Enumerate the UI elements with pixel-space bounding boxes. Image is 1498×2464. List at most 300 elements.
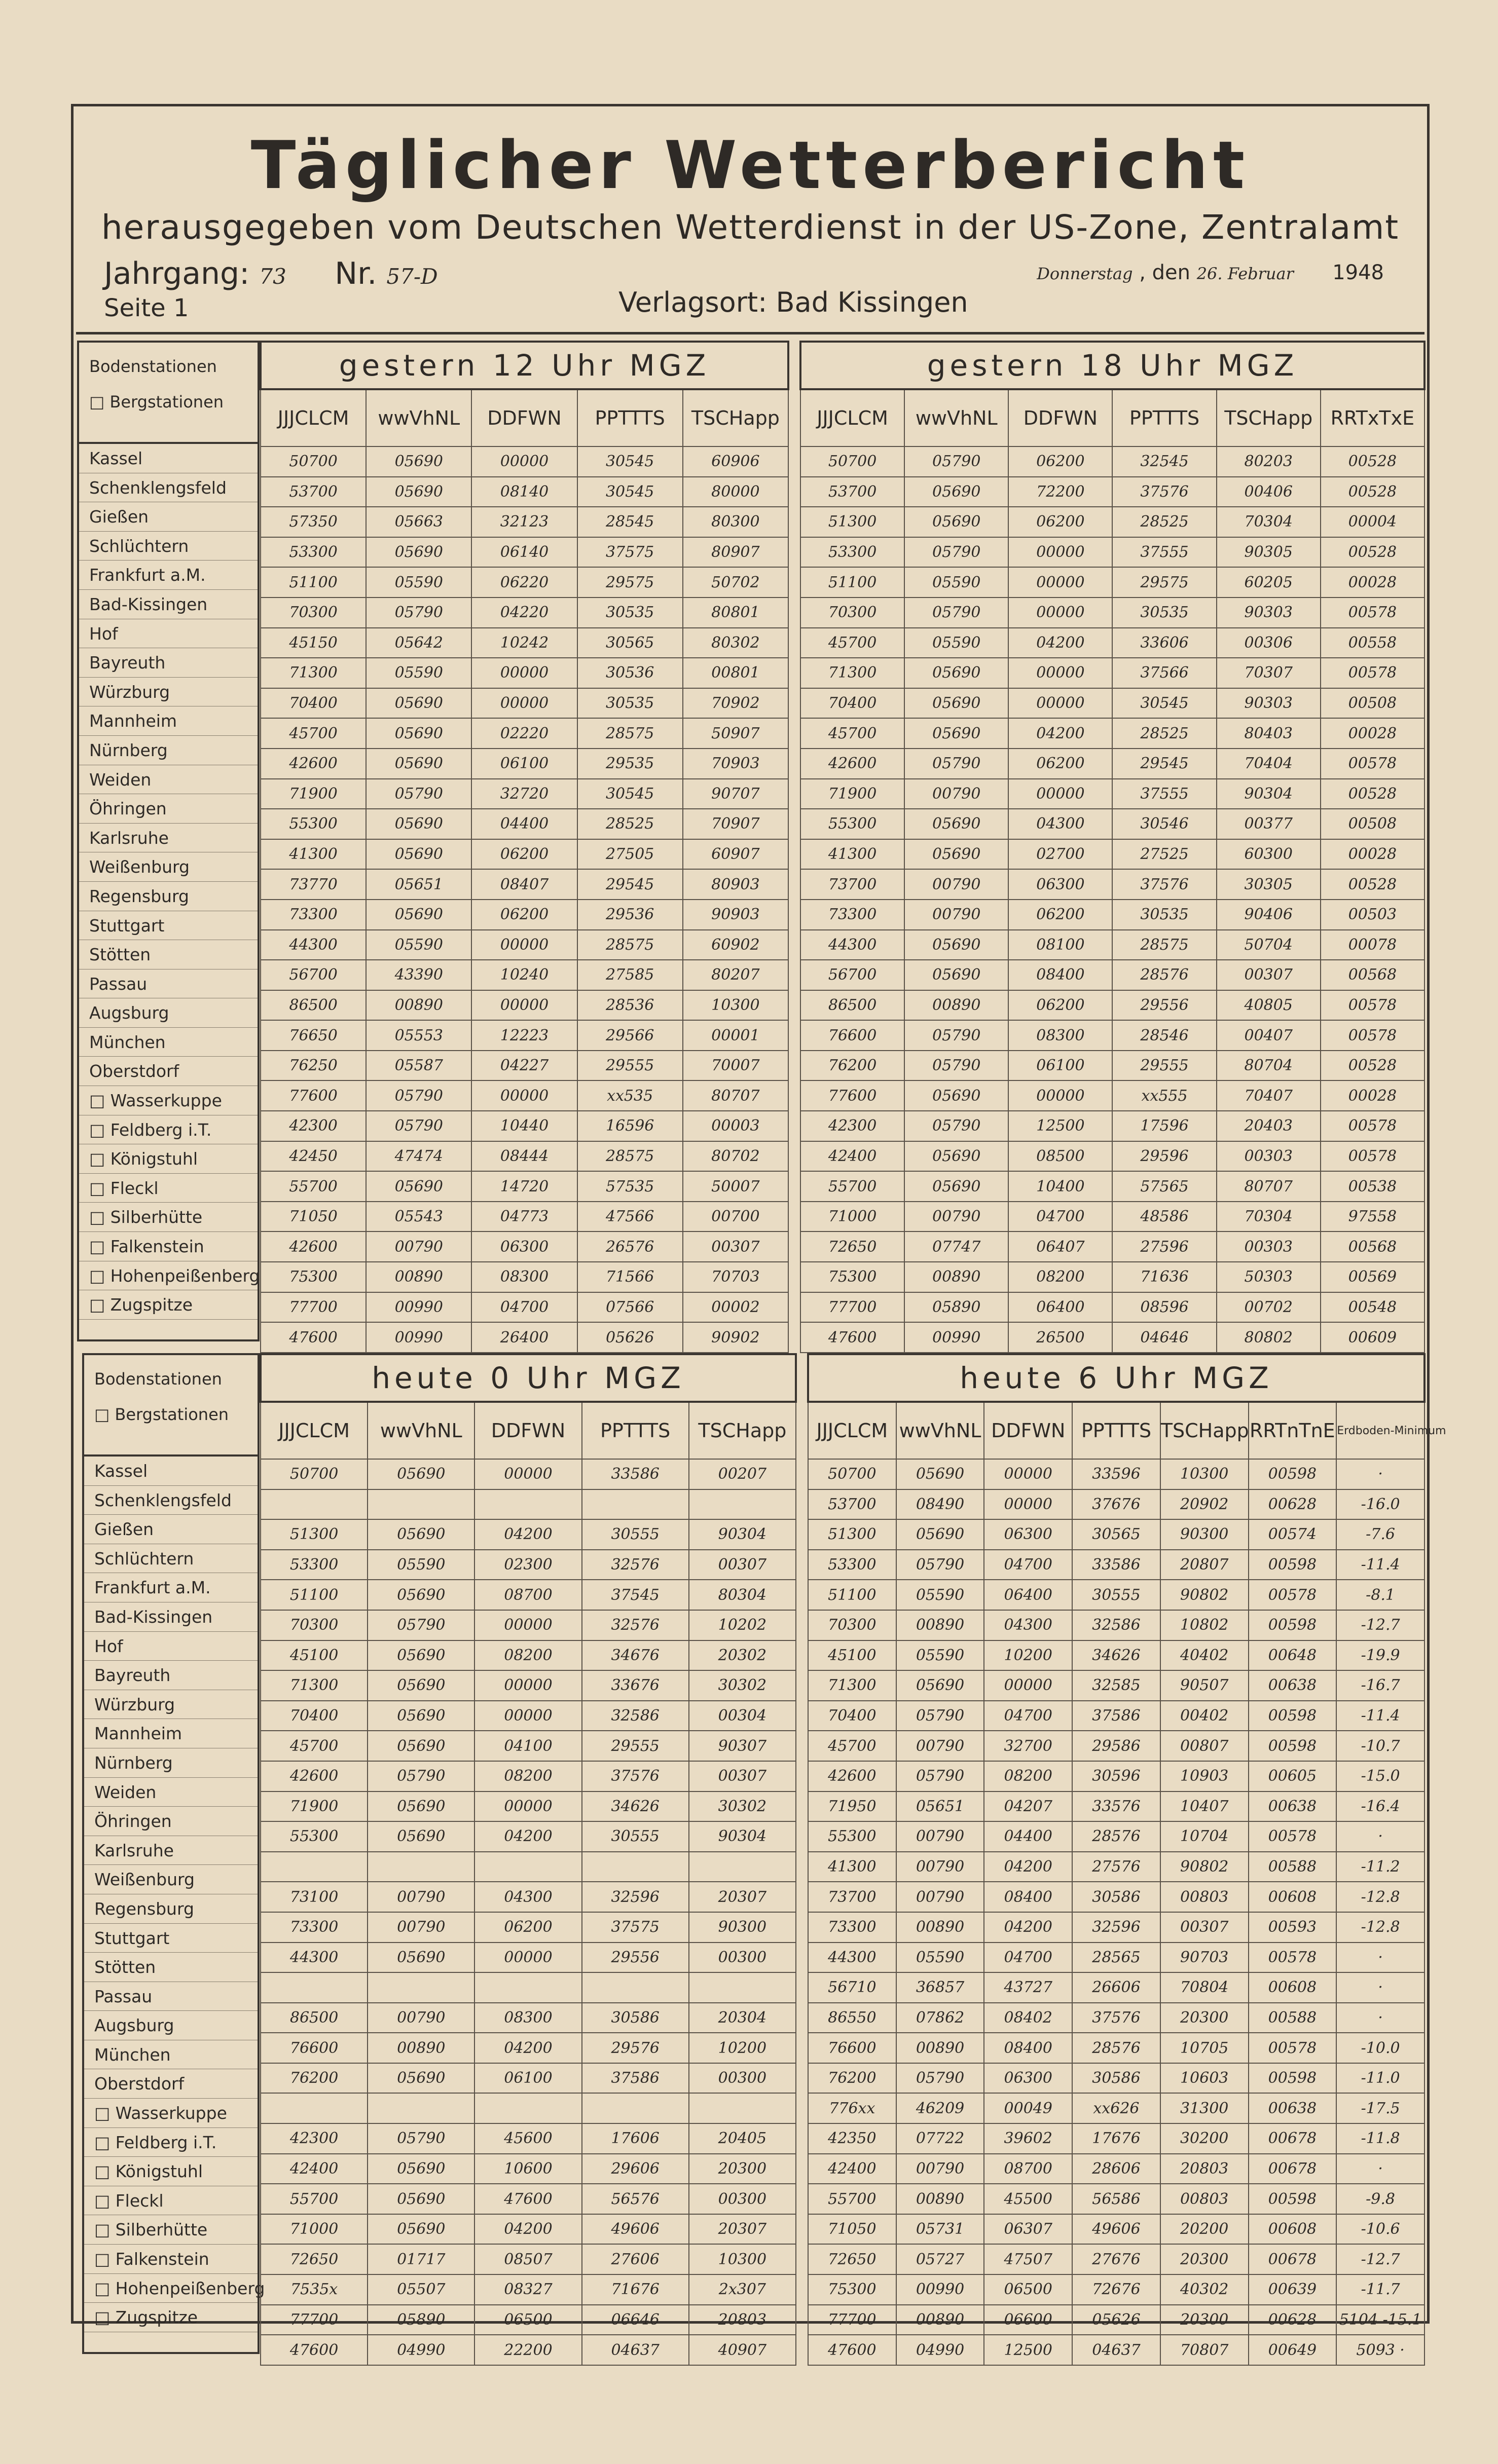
boden-label: Bodenstationen [89,357,217,376]
column-header: TSCHapp [689,1402,796,1459]
table-cell: 72676 [1072,2274,1160,2305]
table-cell: 04200 [474,2033,581,2063]
table-cell: 00578 [1321,1020,1424,1051]
table-cell: 27585 [577,960,683,990]
table-cell: 00000 [471,930,577,960]
table-cell: 29566 [577,1020,683,1051]
table-cell: 45600 [474,2123,581,2154]
table-cell: 29556 [582,1943,689,1973]
table-title: heute 0 Uhr MGZ [261,1354,796,1402]
table-cell: 37576 [582,1761,689,1791]
table-cell: 05690 [368,2063,474,2094]
table-cell: 71050 [808,2214,896,2245]
column-header: RRTxTxE [1321,389,1424,446]
table-cell: 32700 [984,1731,1072,1761]
table-row [800,688,1424,719]
table-cell: 71900 [261,779,366,809]
table-cell: 08100 [1008,930,1112,960]
table-cell: 00890 [366,990,471,1021]
table-cell: 05790 [904,537,1008,568]
table-cell [261,2093,368,2123]
table-cell: 90303 [1217,598,1321,628]
table-row [808,2154,1424,2184]
station-name: Oberstdorf [84,2069,258,2099]
table-gestern-18 [799,341,1426,1353]
table-cell: 29556 [1112,990,1216,1021]
table-cell: 05690 [368,1519,474,1550]
table-cell [582,2093,689,2123]
table-row [808,1761,1424,1791]
table-cell: 04773 [471,1202,577,1232]
table-cell: 00402 [1160,1701,1249,1731]
table-row [800,537,1424,568]
table-cell: 04990 [368,2335,474,2365]
station-name: □ Falkenstein [84,2245,258,2274]
table-cell: 10240 [471,960,577,990]
table-cell: 00000 [1008,1080,1112,1111]
table-row [261,1292,788,1323]
table-cell: 5104 -15.1 [1336,2305,1424,2335]
table-cell: 5093 · [1336,2335,1424,2365]
table-cell: -16.4 [1336,1791,1424,1822]
table-cell [474,1972,581,2003]
table-cell: 70400 [808,1701,896,1731]
station-name: Bad-Kissingen [84,1602,258,1632]
table-cell: 42600 [261,1231,366,1262]
table-cell: 80903 [683,869,788,900]
table-row [261,2274,796,2305]
table-cell: 80704 [1217,1051,1321,1081]
table-row [800,1292,1424,1323]
table-cell: 00001 [683,1020,788,1051]
table-row [800,507,1424,537]
table-cell: 10705 [1160,2033,1249,2063]
table-cell: 70304 [1217,1202,1321,1232]
table-cell [689,1852,796,1882]
table-row [261,2335,796,2365]
table-cell: 42600 [808,1761,896,1791]
table-cell: 60300 [1217,839,1321,870]
table-row [808,2335,1424,2365]
table-cell: -11.4 [1336,1550,1424,1580]
table-cell: 37575 [582,1912,689,1943]
table-cell: 20307 [689,2214,796,2245]
table-cell: 05790 [904,446,1008,477]
table-cell: 53700 [808,1489,896,1520]
table-cell: 00790 [896,1821,984,1852]
table-cell: 71950 [808,1791,896,1822]
table-cell: 00790 [896,1731,984,1761]
table-cell: 05690 [368,2154,474,2184]
station-name: Kassel [84,1457,258,1486]
table-cell: 08407 [471,869,577,900]
table-cell: -11.4 [1336,1701,1424,1731]
table-cell: 00407 [1217,1020,1321,1051]
table-cell: 05590 [904,628,1008,658]
berg-label: □ Bergstationen [89,392,224,412]
table-cell: 50700 [800,446,904,477]
table-cell: 73770 [261,869,366,900]
table-row [808,1640,1424,1671]
station-name: Mannheim [84,1719,258,1748]
table-cell: 12500 [984,2335,1072,2365]
station-name: Bad-Kissingen [79,590,258,619]
table-cell: 07566 [577,1292,683,1323]
table-cell: 04300 [474,1882,581,1912]
table-cell: 05890 [904,1292,1008,1323]
table-cell: 06500 [984,2274,1072,2305]
table-cell: 05590 [904,567,1008,598]
table-cell: -12.8 [1336,1912,1424,1943]
table-cell: 05790 [896,1701,984,1731]
table-cell: 00307 [683,1231,788,1262]
table-cell: 00000 [984,1670,1072,1701]
table-row [261,1852,796,1882]
table-cell: 90703 [1160,1943,1249,1973]
table-cell: 42300 [261,2123,368,2154]
table-cell: 05690 [368,1640,474,1671]
table-cell: 05790 [366,779,471,809]
table-cell: 37555 [1112,537,1216,568]
table-cell: 90304 [689,1519,796,1550]
table-cell: 05690 [904,507,1008,537]
table-cell: 04100 [474,1731,581,1761]
table-cell: 39602 [984,2123,1072,2154]
report-subtitle: herausgegeben vom Deutschen Wetterdienst in der US-Zone, Zentralamt [101,208,1400,247]
table-cell: 00588 [1249,2003,1337,2033]
table-cell: 05790 [368,2123,474,2154]
table-cell: 44300 [800,930,904,960]
table-cell: 00578 [1249,1821,1337,1852]
table-row [808,2184,1424,2214]
table-cell: 37676 [1072,1489,1160,1520]
table-cell: 05790 [904,1051,1008,1081]
boden-label: Bodenstationen [94,1369,222,1389]
table-cell: 30536 [577,658,683,688]
table-cell: 70300 [808,1610,896,1640]
table-cell: 30596 [1072,1761,1160,1791]
table-cell: -11.2 [1336,1852,1424,1882]
table-row [808,1821,1424,1852]
table-cell: 00790 [904,779,1008,809]
table-cell: 70807 [1160,2335,1249,2365]
table-cell: 86500 [800,990,904,1021]
table-cell: 08507 [474,2244,581,2274]
table-cell: 00568 [1321,960,1424,990]
table-row [800,930,1424,960]
table-cell: xx535 [577,1080,683,1111]
table-row [800,446,1424,477]
table-cell: 04200 [984,1912,1072,1943]
table-cell: 20300 [689,2154,796,2184]
table-cell: 06300 [984,2063,1072,2094]
table-cell: 05690 [368,2214,474,2245]
table-cell: 00000 [1008,598,1112,628]
table-cell: 10802 [1160,1610,1249,1640]
table-cell: 08200 [474,1640,581,1671]
station-name: □ Feldberg i.T. [79,1115,258,1145]
column-header: wwVhNL [366,389,471,446]
table-cell: 00000 [474,1459,581,1489]
table-cell: 37576 [1112,869,1216,900]
station-name: Weiden [79,765,258,795]
table-cell: 42600 [261,1761,368,1791]
table-cell: 26576 [577,1231,683,1262]
table-cell: 46209 [896,2093,984,2123]
table-cell: 76650 [261,1020,366,1051]
table-cell: 00002 [683,1292,788,1323]
table-row [261,1171,788,1202]
table-cell: 30535 [1112,900,1216,930]
table-cell: 00000 [1008,779,1112,809]
table-cell: 00000 [471,1080,577,1111]
table-row [261,1231,788,1262]
table-cell: 90307 [689,1731,796,1761]
table-cell [582,1972,689,2003]
table-cell: 06600 [984,2305,1072,2335]
table-cell: 40805 [1217,990,1321,1021]
table-cell: 05543 [366,1202,471,1232]
table-row [800,1202,1424,1232]
table-cell: 04220 [471,598,577,628]
table-cell: 08402 [984,2003,1072,2033]
table-cell: 00528 [1321,446,1424,477]
table-row [800,477,1424,507]
jahrgang-label: Jahrgang: [104,256,250,291]
table-cell: 28525 [1112,507,1216,537]
table-cell: 07722 [896,2123,984,2154]
table-cell: 55300 [800,809,904,839]
table-row [261,809,788,839]
table-cell: 29536 [577,900,683,930]
table-cell: 05663 [366,507,471,537]
table-cell: 72650 [808,2244,896,2274]
table-cell: 04700 [984,1550,1072,1580]
table-cell: 29545 [1112,749,1216,779]
table-cell: 00528 [1321,779,1424,809]
station-name: München [84,2040,258,2070]
table-cell: 27596 [1112,1231,1216,1262]
table-cell: 44300 [261,1943,368,1973]
table-cell: 00578 [1321,658,1424,688]
table-cell: 05690 [366,839,471,870]
column-header: RRTnTnE [1249,1402,1337,1459]
table-cell: 77600 [800,1080,904,1111]
table-cell: 05790 [896,1761,984,1791]
column-header: JJJCLCM [261,389,366,446]
table-cell: 00628 [1249,2305,1337,2335]
table-cell: 80203 [1217,446,1321,477]
table-cell: 02300 [474,1550,581,1580]
table-body [808,1459,1424,2365]
table-cell: 27606 [582,2244,689,2274]
table-cell: 10200 [984,1640,1072,1671]
table-row [808,2003,1424,2033]
station-name: Stötten [84,1953,258,1982]
column-header: DDFWN [1008,389,1112,446]
table-cell: 40907 [689,2335,796,2365]
table-cell: 05690 [368,1670,474,1701]
table-body [261,446,788,1353]
table-cell: 20803 [1160,2154,1249,2184]
year-value: 1948 [1332,261,1384,284]
station-name: □ Fleckl [79,1174,258,1203]
table-cell: 10300 [683,990,788,1021]
table-cell: 00608 [1249,1882,1337,1912]
table-row [261,1610,796,1640]
table-cell: 05790 [368,1610,474,1640]
table-cell: 05590 [896,1640,984,1671]
table-row [261,930,788,960]
table-cell: 27505 [577,839,683,870]
table-cell: 50303 [1217,1262,1321,1292]
table-cell: 32586 [582,1701,689,1731]
column-header: TSCHapp [683,389,788,446]
table-cell: 05690 [366,446,471,477]
station-name: Schlüchtern [84,1544,258,1574]
table-cell: 04700 [471,1292,577,1323]
table-cell: 42400 [800,1141,904,1172]
table-cell: 34626 [582,1791,689,1822]
table-cell: 17676 [1072,2123,1160,2154]
table-cell: 00000 [471,658,577,688]
table-cell: 50700 [808,1459,896,1489]
table-cell: 60205 [1217,567,1321,598]
table-cell: 71900 [261,1791,368,1822]
table-cell: 44300 [808,1943,896,1973]
table-cell: 04700 [984,1943,1072,1973]
table-cell: 30546 [1112,809,1216,839]
station-name: □ Wasserkuppe [84,2099,258,2128]
table-cell: 90303 [1217,688,1321,719]
table-cell: 04400 [471,809,577,839]
table-cell: 05590 [366,567,471,598]
table-cell: 36857 [896,1972,984,2003]
station-name: □ Falkenstein [79,1232,258,1261]
table-cell: 05590 [896,1580,984,1610]
station-name: Augsburg [79,998,258,1028]
table-cell: 71300 [800,658,904,688]
table-cell: 76600 [800,1020,904,1051]
table-row [261,628,788,658]
table-cell: 30555 [582,1519,689,1550]
column-header: DDFWN [984,1402,1072,1459]
table-cell: 73300 [800,900,904,930]
table-cell: 05690 [904,839,1008,870]
table-cell: 90304 [1217,779,1321,809]
table-cell: 00598 [1249,1610,1337,1640]
table-row [808,1670,1424,1701]
table-cell: 00990 [896,2274,984,2305]
table-cell: 05690 [904,688,1008,719]
table-cell: 00598 [1249,1459,1337,1489]
station-name: Oberstdorf [79,1057,258,1086]
table-cell: 50700 [261,446,366,477]
table-row [808,1882,1424,1912]
column-header: TSCHapp [1217,389,1321,446]
table-cell: 05690 [896,1670,984,1701]
table-cell: 29535 [577,749,683,779]
table-cell: 06400 [1008,1292,1112,1323]
table-cell: 30535 [577,598,683,628]
table-cell: 00638 [1249,1791,1337,1822]
table-row [261,2214,796,2245]
table-cell: 55700 [261,2184,368,2214]
table-cell: 90802 [1160,1852,1249,1882]
table-cell: 05590 [368,1550,474,1580]
column-header: DDFWN [471,389,577,446]
table-cell: 72200 [1008,477,1112,507]
table-cell: 07747 [904,1231,1008,1262]
table-cell: 20300 [1160,2244,1249,2274]
station-name: Weiden [84,1778,258,1807]
table-row [808,1972,1424,2003]
table-cell: 37575 [577,537,683,568]
table-row [261,1519,796,1550]
table-cell: 20403 [1217,1111,1321,1141]
table-cell: 00638 [1249,2093,1337,2123]
table-cell: 00300 [689,2063,796,2094]
table-cell: 00890 [368,2033,474,2063]
table-cell: 90507 [1160,1670,1249,1701]
column-header: TSCHapp [1160,1402,1249,1459]
table-row [261,658,788,688]
table-cell: -12.7 [1336,1610,1424,1640]
table-heute-6 [807,1353,1446,2366]
table-cell: 30302 [689,1791,796,1822]
table-cell: 29596 [1112,1141,1216,1172]
table-cell: 50700 [261,1459,368,1489]
table-cell: 56700 [261,960,366,990]
table-cell: 00303 [1217,1141,1321,1172]
table-cell: 00548 [1321,1292,1424,1323]
table-cell [689,1972,796,2003]
table-cell [582,1852,689,1882]
table-cell: 776xx [808,2093,896,2123]
table-cell: 10903 [1160,1761,1249,1791]
table-cell: 00649 [1249,2335,1337,2365]
table-cell: 34626 [1072,1640,1160,1671]
table-cell [368,1489,474,1520]
table-row [808,1701,1424,1731]
table-cell: 28525 [577,809,683,839]
table-row [261,1489,796,1520]
table-cell: 06500 [474,2305,581,2335]
table-cell: 04400 [984,1821,1072,1852]
table-cell: 05690 [368,2184,474,2214]
table-cell: -17.5 [1336,2093,1424,2123]
table-cell: 45700 [800,628,904,658]
station-name: Weißenburg [79,852,258,882]
table-cell: 00790 [368,1882,474,1912]
table-cell: 08200 [984,1761,1072,1791]
table-cell [261,1852,368,1882]
table-cell: 77700 [800,1292,904,1323]
table-cell: 90802 [1160,1580,1249,1610]
table-cell: 05790 [368,1761,474,1791]
table-cell: 00608 [1249,1972,1337,2003]
table-cell: 32720 [471,779,577,809]
column-header: JJJCLCM [800,389,904,446]
column-header-row [261,389,788,446]
table-cell: 71900 [800,779,904,809]
table-cell: 00790 [896,1882,984,1912]
station-name: □ Silberhütte [79,1203,258,1232]
table-cell: 32585 [1072,1670,1160,1701]
table-cell: 29575 [1112,567,1216,598]
table-row [808,2063,1424,2094]
table-cell: 08444 [471,1141,577,1172]
